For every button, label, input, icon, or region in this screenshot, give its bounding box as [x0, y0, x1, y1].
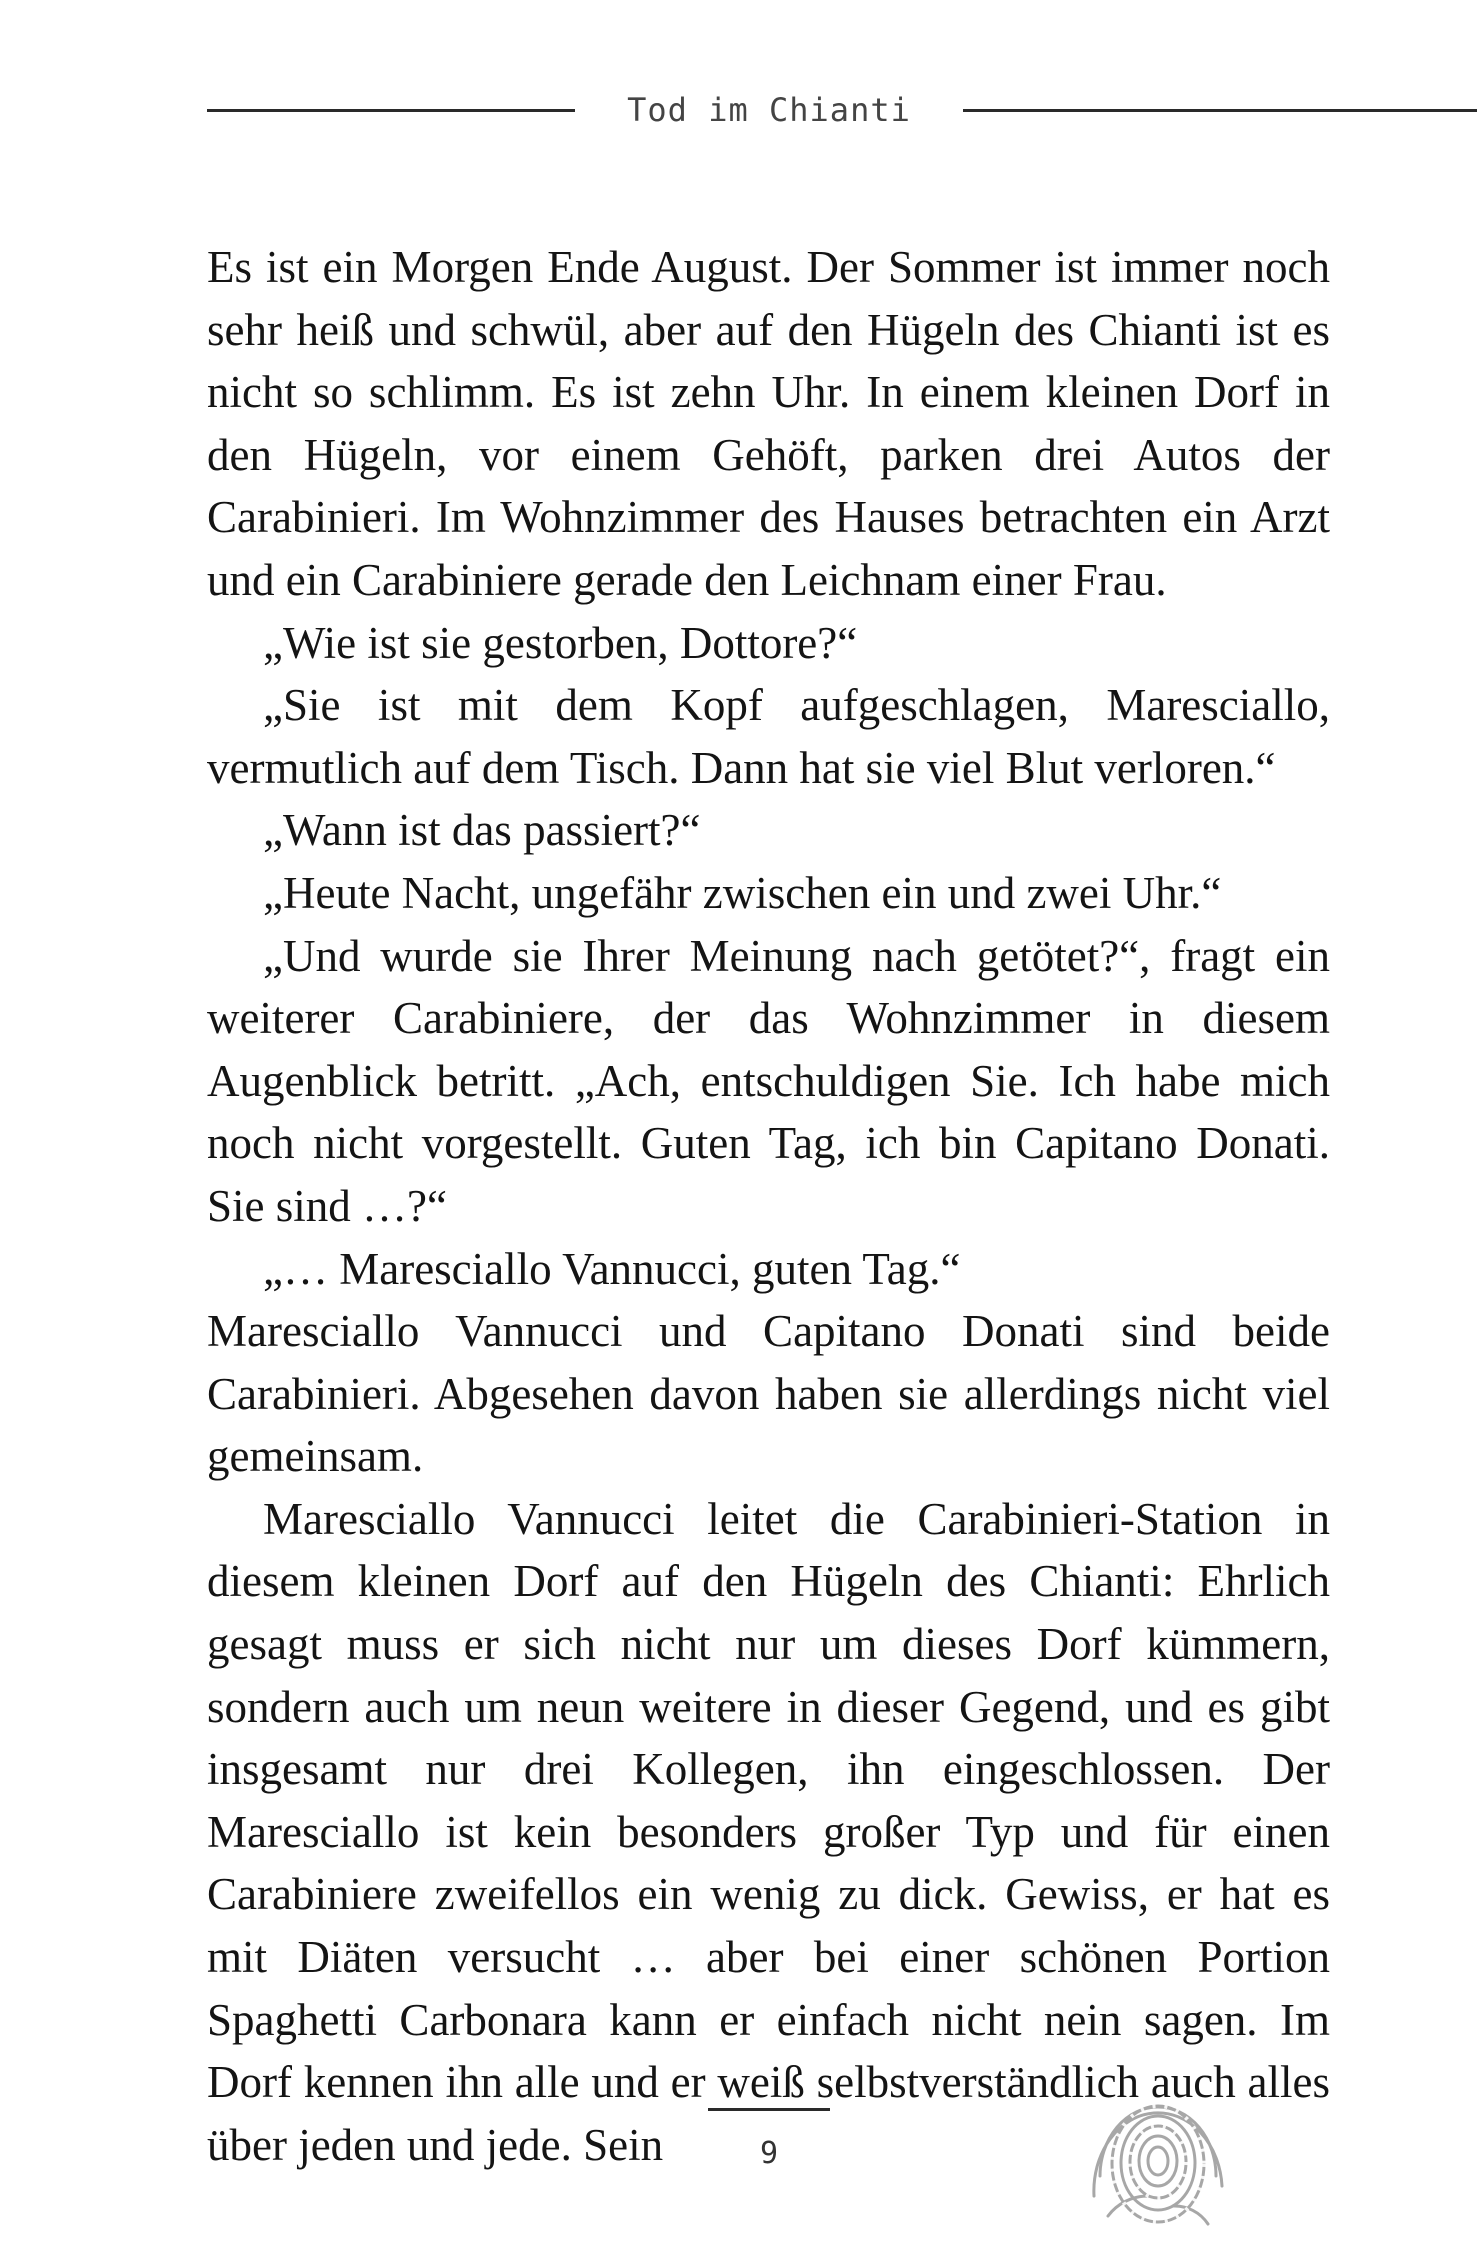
- paragraph: „Und wurde sie Ihrer Meinung nach getötet?“, fragt ein weiterer Carabiniere, der das Wohnzimmer in diesem Augenblick betritt. „Ach, entschuldigen Sie. Ich habe mich noch nicht vorgestellt. Guten Tag, ich bin Capitano Donati. Sie sind …?“: [207, 930, 1330, 1231]
- fingerprint-icon: [1078, 2066, 1238, 2241]
- paragraph: „… Maresciallo Vannucci, guten Tag.“: [263, 1243, 961, 1294]
- paragraph: „Wann ist das passiert?“: [263, 805, 701, 856]
- body-text: [207, 236, 1330, 2176]
- running-title: Tod im Chianti: [627, 91, 911, 129]
- paragraph: „Sie ist mit dem Kopf aufgeschlagen, Maresciallo, vermutlich auf dem Tisch. Dann hat sie viel Blut verloren.“: [207, 680, 1330, 793]
- page-number: 9: [759, 2136, 779, 2171]
- paragraph: Maresciallo Vannucci leitet die Carabinieri-Station in diesem kleinen Dorf auf den Hügeln des Chianti: Ehrlich gesagt muss er sich nicht nur um dieses Dorf kümmern, sondern auch um neun weitere in dieser Gegend, und es gibt insgesamt nur drei Kollegen, ihn eingeschlossen. Der Maresciallo ist kein besonders großer Typ und für einen Carabiniere zweifellos ein wenig zu dick. Gewiss, er hat es mit Diäten versucht … aber bei einer schönen Portion Spaghetti Carbonara kann er einfach nicht nein sagen. Im Dorf kennen ihn alle und er weiß selbstverständlich auch alles über jeden und jede. Sein: [207, 1493, 1330, 2170]
- paragraph: Es ist ein Morgen Ende August. Der Sommer ist immer noch sehr heiß und schwül, aber auf den Hügeln des Chianti ist es nicht so schlimm. Es ist zehn Uhr. In einem kleinen Dorf in den Hügeln, vor einem Gehöft, parken drei Autos der Carabinieri. Im Wohnzimmer des Hauses betrachten ein Arzt und ein Carabiniere gerade den Leichnam einer Frau.: [207, 242, 1330, 605]
- paragraph: „Heute Nacht, ungefähr zwischen ein und zwei Uhr.“: [263, 867, 1222, 918]
- paragraph: Maresciallo Vannucci und Capitano Donati sind beide Carabinieri. Abgesehen davon haben sie allerdings nicht viel gemeinsam.: [207, 1306, 1330, 1482]
- header-rule-left: [207, 109, 575, 112]
- paragraph: „Wie ist sie gestorben, Dottore?“: [263, 617, 858, 668]
- header-rule-right: [963, 109, 1477, 112]
- footer-rule: [708, 2108, 830, 2111]
